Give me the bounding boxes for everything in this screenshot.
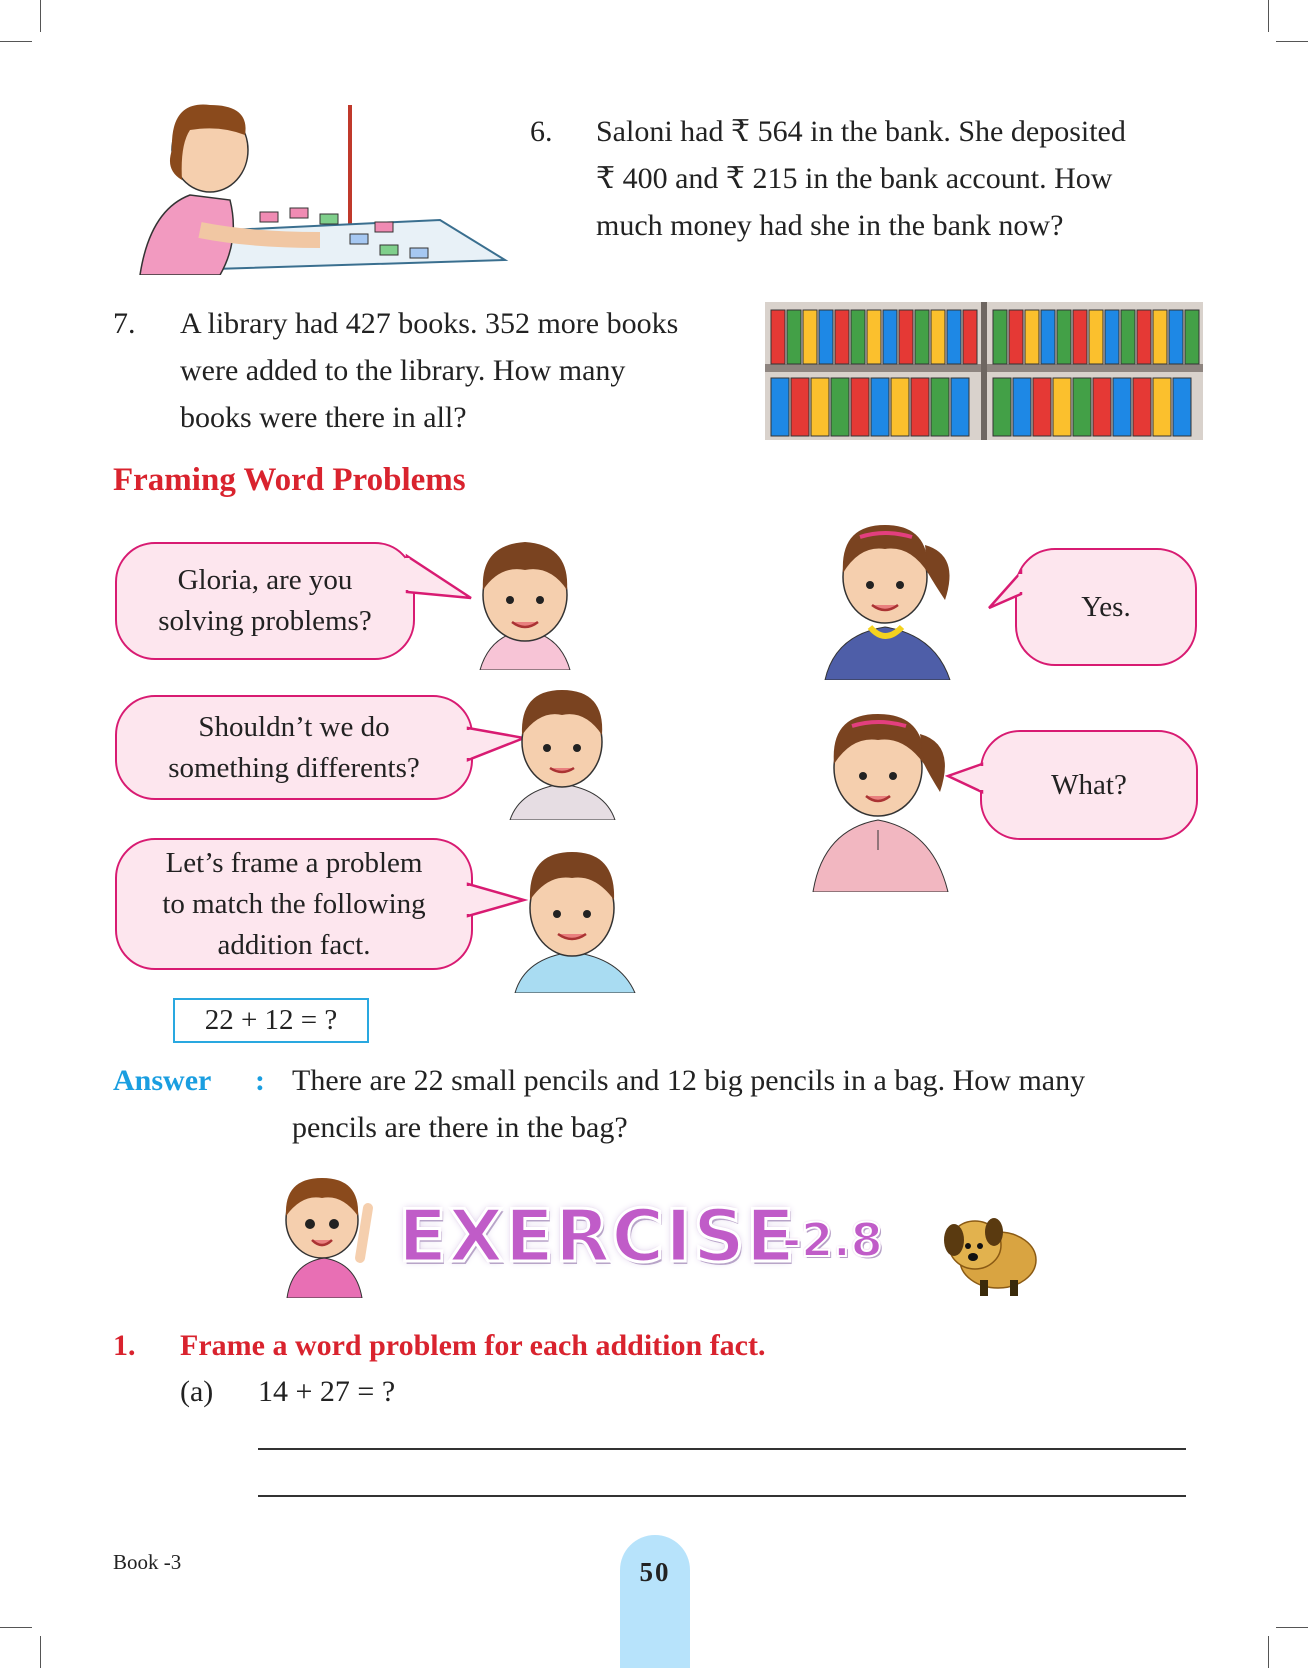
bubble-tail	[405, 548, 475, 608]
crop-mark	[40, 0, 41, 32]
question-7-number: 7.	[113, 307, 136, 340]
exercise-q1-instruction: Frame a word problem for each addition fact.	[180, 1329, 766, 1362]
bubble-line: solving problems?	[158, 605, 372, 637]
question-7-text	[180, 300, 745, 441]
bubble-tail	[985, 568, 1025, 618]
bubble-line: Shouldn’t we do	[198, 710, 390, 743]
exercise-title: EXERCISE	[398, 1194, 796, 1278]
crop-mark	[1276, 41, 1308, 42]
speech-bubble-boy-2	[115, 695, 473, 800]
speech-bubble-boy-3	[115, 838, 473, 970]
question-7-line: were added to the library. How many	[180, 354, 626, 387]
speech-bubble-gloria-2	[980, 730, 1198, 840]
question-6-line: much money had she in the bank now?	[596, 209, 1064, 242]
bubble-line: Let’s frame a problem	[165, 846, 423, 879]
bookshelf-illustration	[765, 302, 1203, 440]
answer-line: pencils are there in the bag?	[292, 1111, 628, 1144]
boy-illustration	[505, 680, 620, 820]
answer-text	[292, 1057, 1212, 1151]
girl-illustration	[808, 700, 958, 892]
bubble-line: to match the following	[162, 887, 426, 920]
crop-mark	[0, 41, 32, 42]
boy-illustration	[510, 838, 640, 993]
page-number-tab	[620, 1535, 690, 1668]
answer-write-line[interactable]	[258, 1448, 1186, 1450]
girl-illustration	[820, 515, 965, 680]
toy-dog-illustration	[940, 1210, 1040, 1300]
crop-mark	[40, 1636, 41, 1668]
bubble-line: addition fact.	[217, 928, 371, 961]
crop-mark	[1268, 0, 1269, 32]
answer-colon: :	[255, 1064, 265, 1097]
bubble-line: Gloria, are you	[177, 564, 353, 596]
answer-write-line[interactable]	[258, 1495, 1186, 1497]
exercise-q1-number: 1.	[113, 1329, 136, 1362]
boy-illustration	[470, 530, 580, 670]
bubble-tail	[945, 762, 985, 802]
book-label: Book -3	[113, 1550, 182, 1574]
exercise-number: -2.8	[782, 1213, 883, 1267]
page-number: 50	[639, 1557, 671, 1587]
question-6-line: Saloni had ₹ 564 in the bank. She deposited	[596, 115, 1126, 148]
exercise-q1-part-label: (a)	[180, 1375, 214, 1408]
answer-label: Answer	[113, 1064, 212, 1097]
speech-bubble-gloria-1	[1015, 548, 1197, 666]
bubble-line: Yes.	[1081, 590, 1131, 623]
question-7-line: books were there in all?	[180, 401, 467, 434]
girl-at-table-illustration	[110, 90, 510, 275]
speech-bubble-boy-1	[115, 542, 415, 660]
bubble-line: What?	[1051, 768, 1127, 801]
question-6-line: ₹ 400 and ₹ 215 in the bank account. How	[596, 162, 1113, 195]
crop-mark	[1276, 1627, 1308, 1628]
answer-line: There are 22 small pencils and 12 big pencils in a bag. How many	[292, 1064, 1086, 1097]
pointing-girl-illustration	[272, 1168, 382, 1298]
exercise-q1-part-fact: 14 + 27 = ?	[258, 1375, 396, 1408]
crop-mark	[1268, 1636, 1269, 1668]
question-6-number: 6.	[530, 115, 553, 148]
section-title: Framing Word Problems	[113, 462, 466, 498]
addition-fact-box: 22 + 12 = ?	[173, 998, 369, 1043]
crop-mark	[0, 1627, 32, 1628]
question-7-line: A library had 427 books. 352 more books	[180, 307, 679, 340]
bubble-line: something differents?	[168, 751, 420, 784]
question-6-text	[596, 108, 1206, 249]
